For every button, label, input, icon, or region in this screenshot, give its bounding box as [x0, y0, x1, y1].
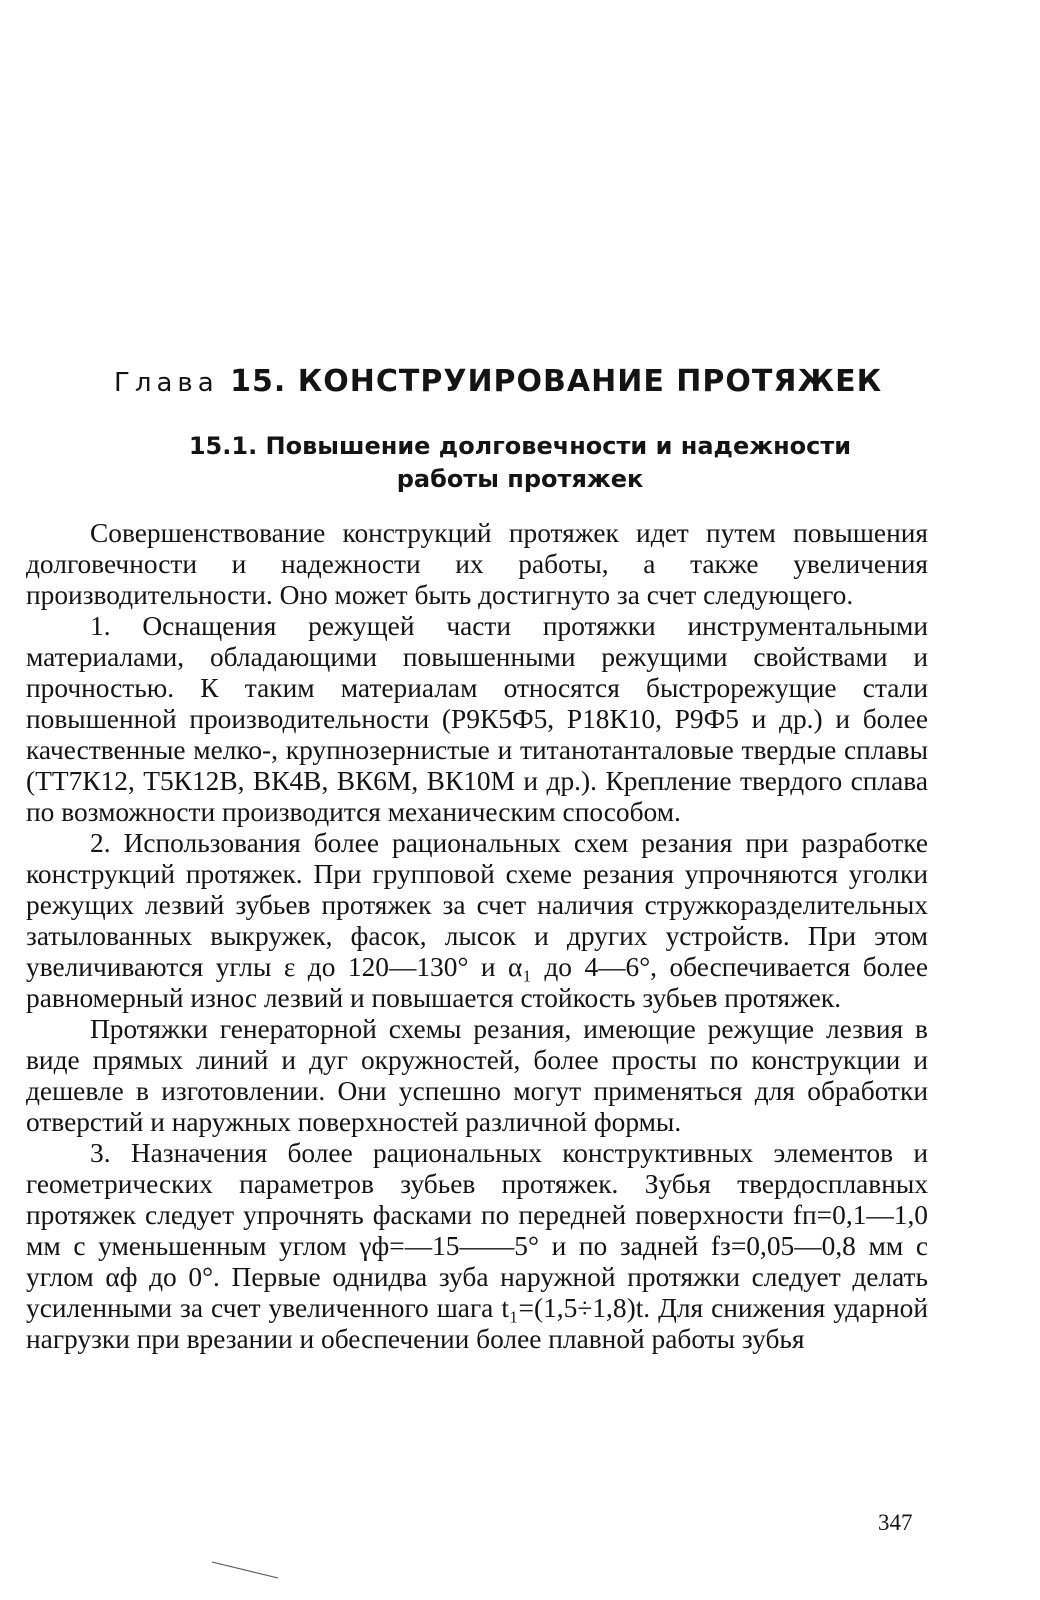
chapter-heading — [114, 364, 934, 399]
section-title-line-2: работы протяжек — [396, 465, 644, 493]
scan-artifact-line — [210, 1560, 280, 1580]
chapter-label: Глава — [114, 368, 219, 398]
paragraph: Протяжки генераторной схемы резания, имеющие режущие лезвия в виде прямых линий и дуг окружностей, более просты по конструкции и дешевле в изготовлении. Они успешно могут применяться для обработки отверстий и наружных поверхностей различной формы. — [26, 1014, 928, 1137]
page-number: 347 — [878, 1510, 913, 1535]
paragraph: 2. Использования более рациональных схем резания при разработке конструкций протяжек. При групповой схеме резания упрочняются уголки режущих лезвий зубьев протяжек за счет наличия стружкоразделительных затылованных выкружек, фасок, лысок и других устройств. При этом увеличиваются углы ε до 120—130° и α₁ до 4—6°, обеспечивается более равномерный износ лезвий и повышается стойкость зубьев протяжек. — [26, 828, 928, 1013]
paragraph: 1. Оснащения режущей части протяжки инструментальными материалами, обладающими повышенными режущими свойствами и прочностью. К таким материалам относятся быстрорежущие стали повышенной производительности (Р9К5Ф5, Р18К10, Р9Ф5 и др.) и более качественные мелко-, крупнозернистые и титанотанталовые твердые сплавы (ТТ7К12, Т5К12В, ВК4В, ВК6М, ВК10М и др.). Крепление твердого сплава по возможности производится механическим способом. — [26, 611, 928, 827]
paragraph: Совершенствование конструкций протяжек идет путем повышения долговечности и надежности их работы, а также увеличения производительности. Оно может быть достигнуто за счет следующего. — [26, 518, 928, 610]
section-heading — [100, 430, 940, 496]
paragraph: 3. Назначения более рациональных конструктивных элементов и геометрических параметров зубьев протяжек. Зубья твердосплавных протяжек следует упрочнять фасками по передней поверхности fп=0,1—1,0 мм с уменьшенным углом γф=—15——5° и по задней fз=0,05—0,8 мм с углом αф до 0°. Первые однидва зуба наружной протяжки следует делать усиленными за счет увеличенного шага t₁=(1,5÷1,8)t. Для снижения ударной нагрузки при врезании и обеспечении более плавной работы зубья — [26, 1138, 928, 1354]
section-title-line-1: 15.1. Повышение долговечности и надежности — [188, 432, 852, 460]
body-text — [26, 518, 928, 1355]
chapter-title: 15. КОНСТРУИРОВАНИЕ ПРОТЯЖЕК — [230, 364, 883, 399]
